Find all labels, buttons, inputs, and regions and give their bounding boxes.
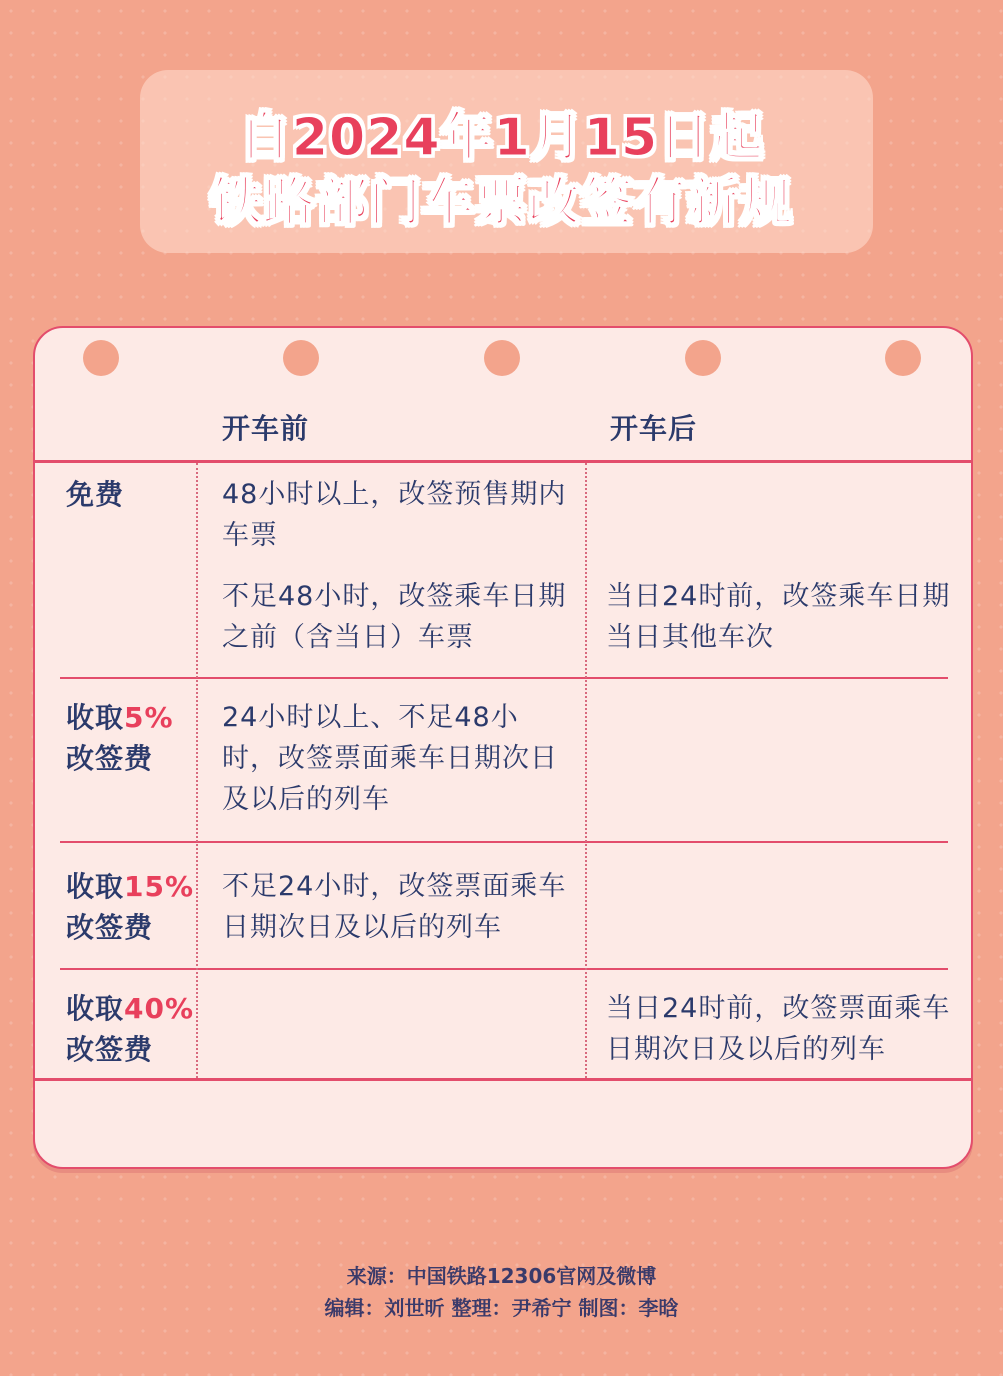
binder-ring-icon — [283, 340, 319, 376]
page-title-line-1: 自2024年1月15日起 — [238, 108, 765, 168]
cell-fee-40-after: 当日24时前，改签票面乘车日期次日及以后的列车 — [606, 993, 951, 1065]
header-divider — [33, 460, 973, 463]
row-label-fee-40: 收取40% 改签费 — [66, 992, 195, 1066]
row-label-fee-15: 收取15% 改签费 — [66, 870, 195, 944]
row-label-free: 免费 — [66, 478, 125, 511]
binder-ring-icon — [83, 340, 119, 376]
staff-credit: 编辑：刘世昕 整理：尹希宁 制图：李晗 — [324, 1296, 679, 1320]
table-bottom-divider — [33, 1078, 973, 1081]
cell-free-before-2: 不足48小时，改签乘车日期之前（含当日）车票 — [222, 581, 567, 653]
binder-ring-icon — [484, 340, 520, 376]
column-header-after-departure: 开车后 — [610, 412, 698, 445]
column-header-before-departure: 开车前 — [222, 412, 310, 445]
row-divider — [60, 677, 948, 679]
binder-ring-icon — [685, 340, 721, 376]
column-divider — [585, 463, 587, 1078]
column-divider — [196, 463, 198, 1078]
row-divider — [60, 841, 948, 843]
cell-free-after: 当日24时前，改签乘车日期当日其他车次 — [606, 581, 951, 653]
row-label-fee-5: 收取5% 改签费 — [66, 701, 174, 775]
cell-fee-15-before: 不足24小时，改签票面乘车日期次日及以后的列车 — [222, 871, 567, 943]
row-divider — [60, 968, 948, 970]
page-title-line-2: 铁路部门车票改签有新规 — [209, 173, 793, 233]
cell-free-before-1: 48小时以上，改签预售期内车票 — [222, 479, 567, 551]
cell-fee-5-before: 24小时以上、不足48小时，改签票面乘车日期次日及以后的列车 — [222, 702, 558, 815]
source-credit: 来源：中国铁路12306官网及微博 — [346, 1264, 657, 1288]
binder-ring-icon — [885, 340, 921, 376]
